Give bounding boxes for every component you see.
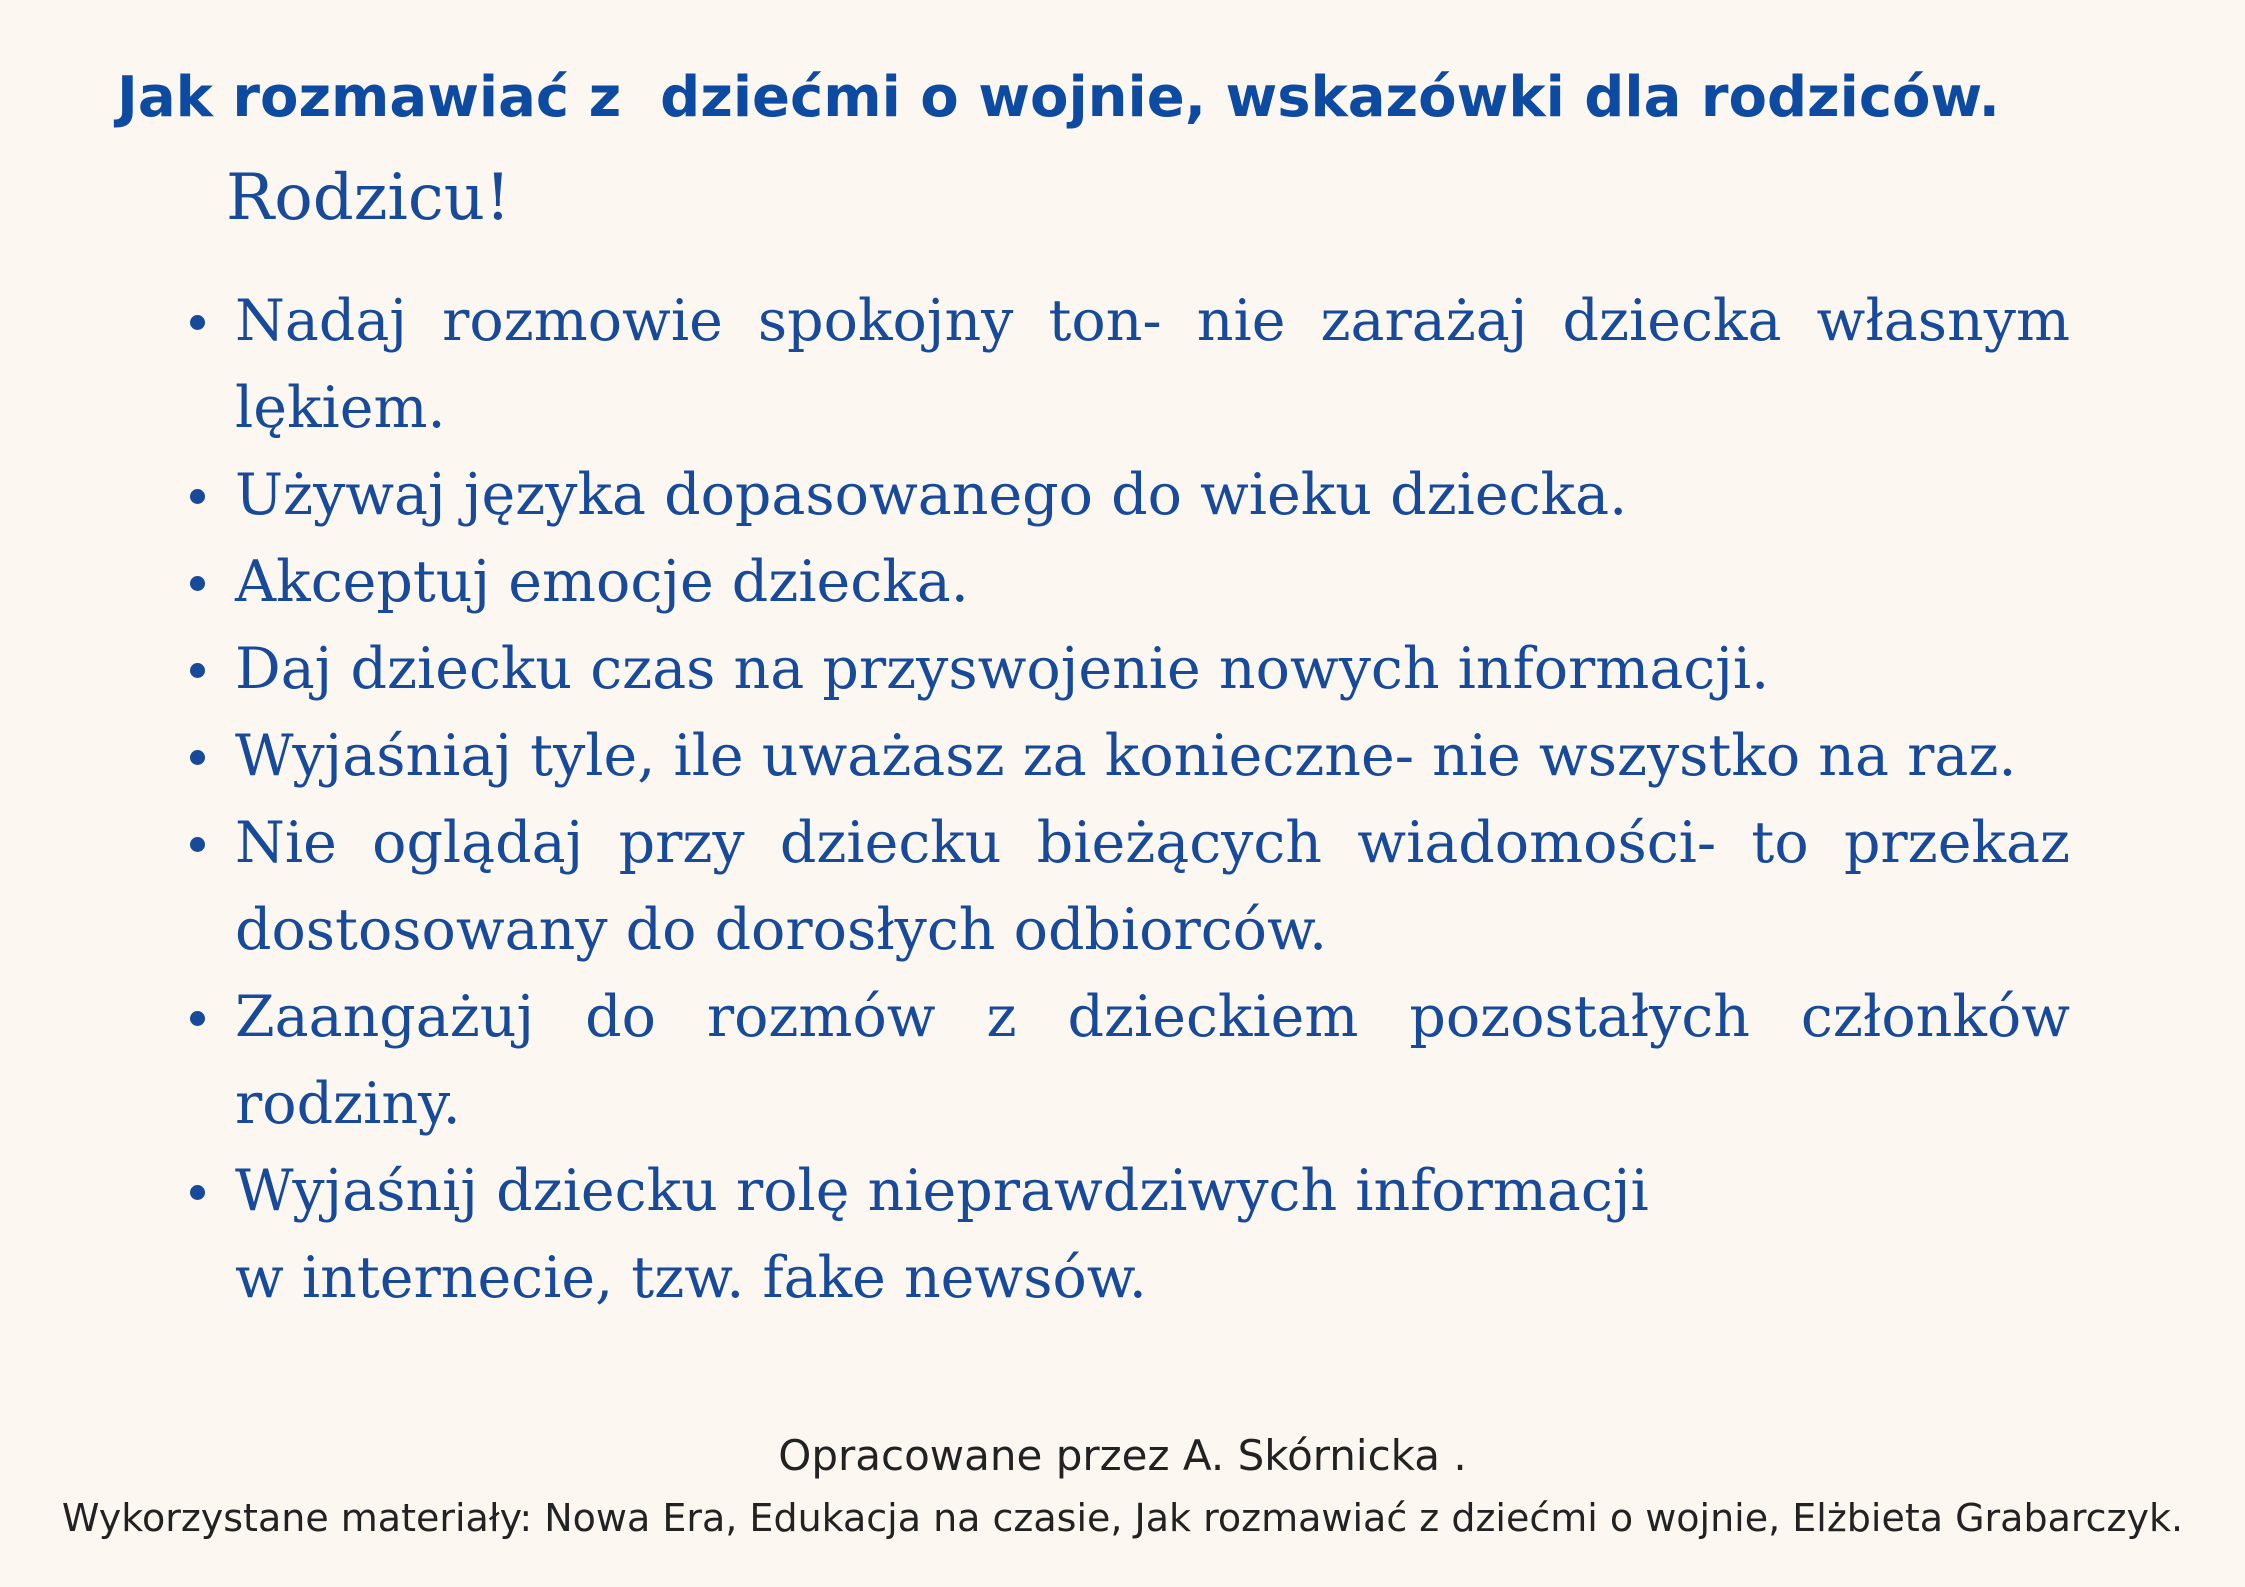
page-title: Jak rozmawiać z dziećmi o wojnie, wskazówki dla rodziców. (117, 65, 2000, 130)
footer-author: Opracowane przez A. Skórnicka . (778, 1431, 1467, 1480)
tip-text: Wyjaśnij dziecku rolę nieprawdziwych informacji w internecie, tzw. fake newsów. (235, 1158, 1649, 1311)
list-item (180, 626, 2070, 713)
tip-text: Używaj języka dopasowanego do wieku dziecka. (235, 462, 1628, 528)
greeting: Rodzicu! (226, 161, 511, 235)
tip-text: Daj dziecku czas na przyswojenie nowych informacji. (235, 636, 1770, 702)
tip-text: Akceptuj emocje dziecka. (235, 549, 969, 615)
list-item (180, 539, 2070, 626)
footer-sources: Wykorzystane materiały: Nowa Era, Edukacja na czasie, Jak rozmawiać z dziećmi o wojnie, Elżbieta Grabarczyk. (61, 1496, 2184, 1540)
list-item (180, 974, 2070, 1148)
tip-text: Zaangażuj do rozmów z dzieckiem pozostałych członków rodziny. (235, 984, 2070, 1137)
tip-text: Wyjaśniaj tyle, ile uważasz za konieczne- nie wszystko na raz. (235, 723, 2017, 789)
list-item (180, 1148, 2070, 1322)
list-item (180, 800, 2070, 974)
list-item (180, 278, 2070, 452)
list-item (180, 452, 2070, 539)
list-item (180, 713, 2070, 800)
tip-text: Nie oglądaj przy dziecku bieżących wiadomości- to przekaz dostosowany do dorosłych odbiorców. (235, 810, 2070, 963)
tip-text: Nadaj rozmowie spokojny ton- nie zarażaj dziecka własnym lękiem. (235, 288, 2070, 441)
tips-list (180, 278, 2070, 1322)
